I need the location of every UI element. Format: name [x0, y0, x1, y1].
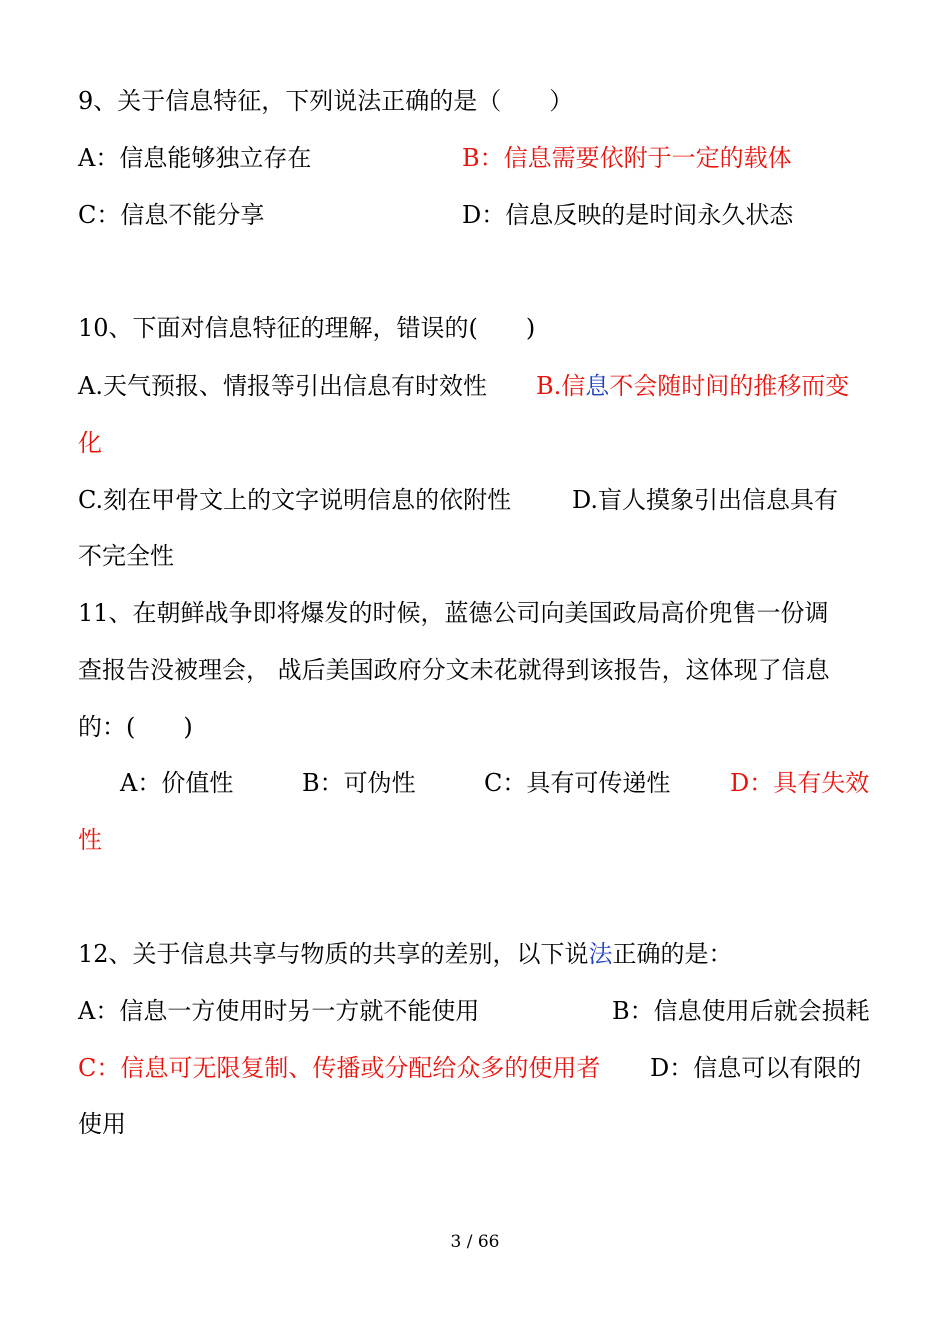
q10-option-b-part3: 不会随时间的推移而变: [609, 372, 850, 400]
q12-option-d: D：信息可以有限的: [650, 1054, 862, 1082]
q12-stem-part2: 法: [588, 940, 613, 968]
q11-stem-line1: 11、在朝鲜战争即将爆发的时候，蓝德公司向美国政局高价兜售一份调: [78, 599, 829, 627]
q12-stem: [78, 939, 733, 969]
q12-option-b: B：信息使用后就会损耗: [612, 997, 870, 1025]
q11-option-c: C：具有可传递性: [484, 769, 671, 797]
q11-option-d: D：具有失效: [730, 769, 870, 797]
q12-option-d-continued: 使用: [78, 1110, 126, 1138]
q10-option-c: C.刻在甲骨文上的文字说明信息的依附性: [78, 486, 512, 514]
q10-option-d-continued: 不完全性: [78, 542, 174, 570]
q10-option-b-part1: B.信: [536, 372, 586, 400]
q11-option-d-continued: 性: [78, 826, 102, 854]
q10-option-b-part2: 息: [585, 372, 610, 400]
q9-option-a: A：信息能够独立存在: [78, 144, 312, 172]
q11-stem-line3: 的：( ): [78, 713, 193, 741]
q9-option-d: D：信息反映的是时间永久状态: [462, 201, 794, 229]
q9-stem: 9、关于信息特征，下列说法正确的是（ ）: [78, 87, 574, 115]
q11-option-b: B：可伪性: [302, 769, 416, 797]
q10-option-d: D.盲人摸象引出信息具有: [572, 486, 839, 514]
q11-option-a: A：价值性: [120, 769, 234, 797]
q10-option-b-continued: 化: [78, 429, 102, 457]
q9-option-c: C：信息不能分享: [78, 201, 265, 229]
q10-option-a: A.天气预报、情报等引出信息有时效性: [78, 372, 487, 400]
q10-option-b: [536, 371, 849, 401]
q12-stem-part1: 12、关于信息共享与物质的共享的差别，以下说: [78, 940, 589, 968]
q12-stem-part3: 正确的是：: [612, 940, 733, 968]
page-number: 3 / 66: [450, 1232, 500, 1252]
q9-option-b: B：信息需要依附于一定的载体: [462, 144, 792, 172]
q12-option-c: C：信息可无限复制、传播或分配给众多的使用者: [78, 1054, 601, 1082]
q11-stem-line2: 查报告没被理会， 战后美国政府分文未花就得到该报告，这体现了信息: [78, 656, 830, 684]
q10-stem: 10、下面对信息特征的理解，错误的( ): [78, 314, 536, 342]
q12-option-a: A：信息一方使用时另一方就不能使用: [78, 997, 480, 1025]
